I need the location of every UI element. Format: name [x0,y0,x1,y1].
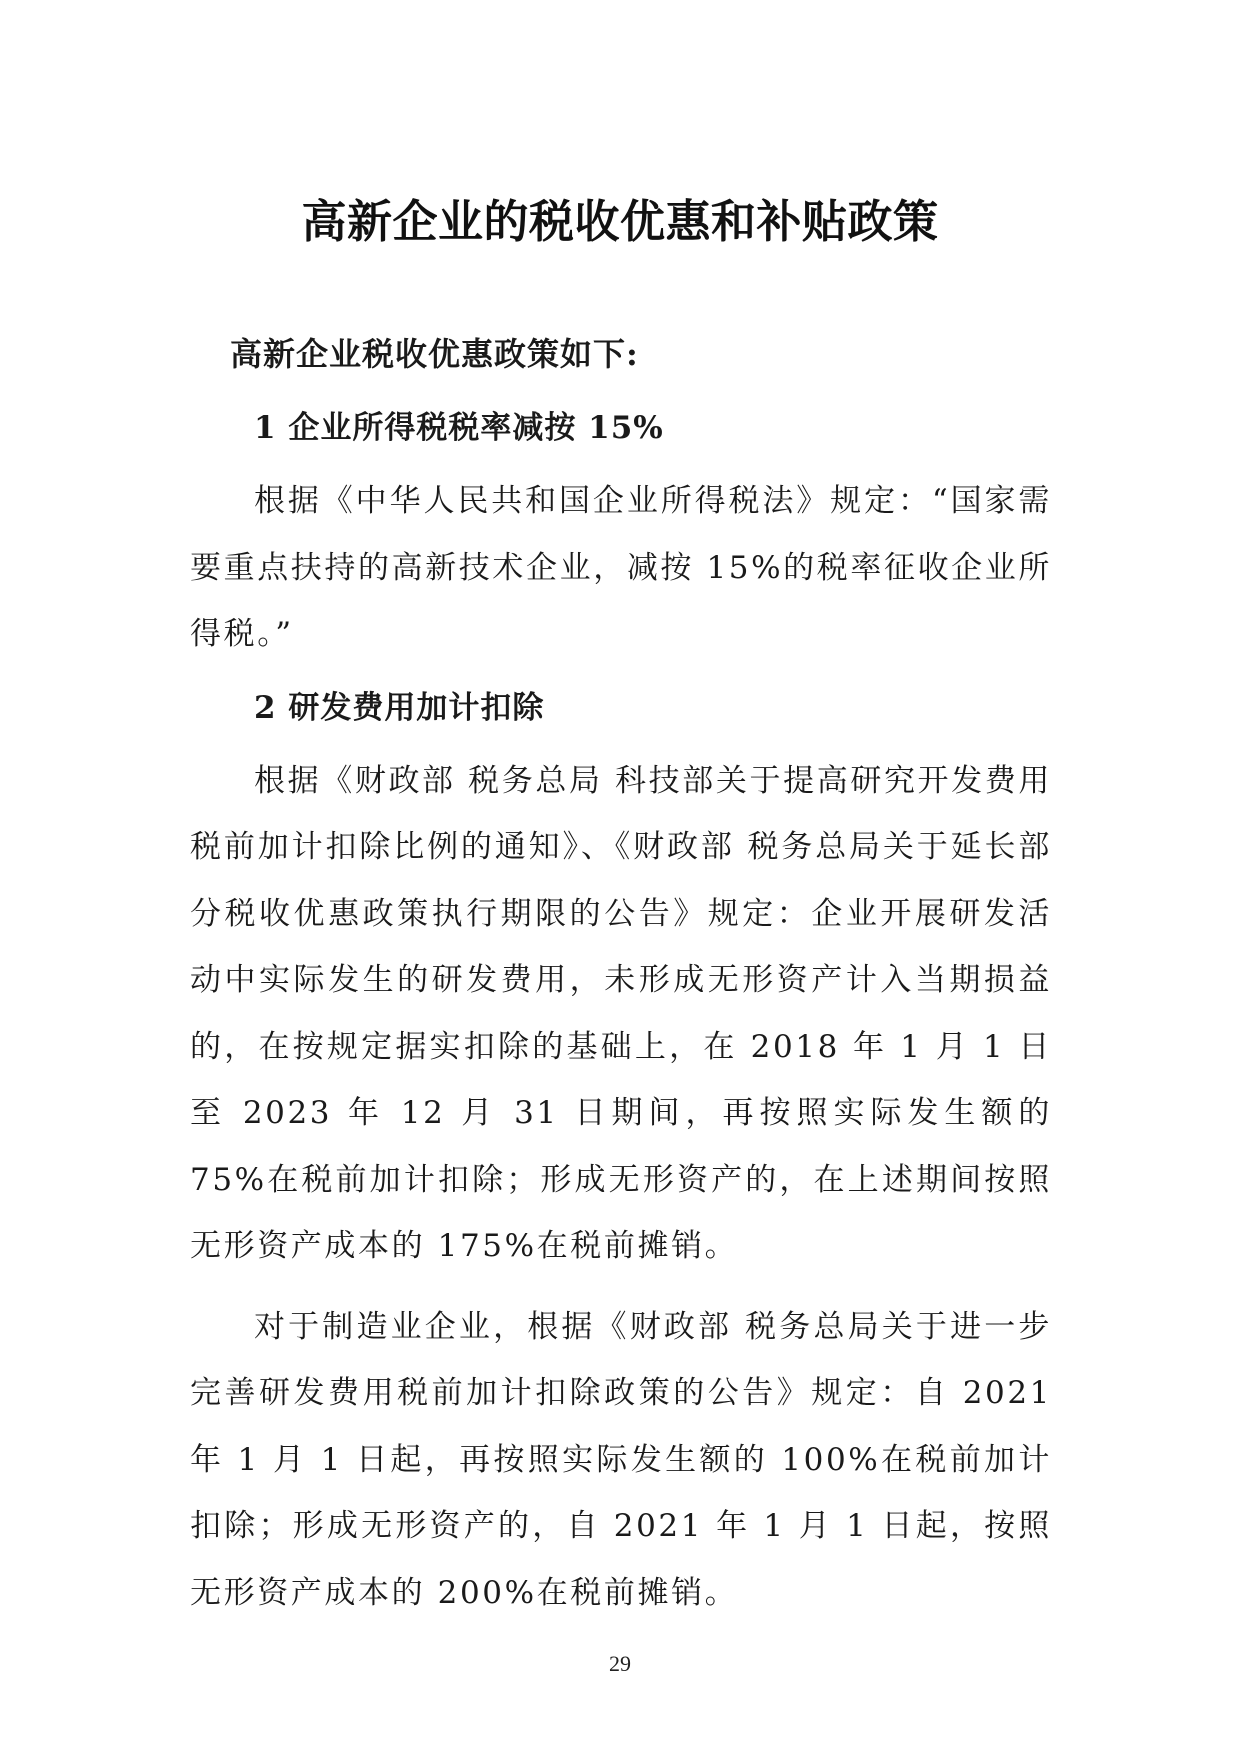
intro-line: 高新企业税收优惠政策如下: [230,335,639,373]
section-corporate-income-tax [190,402,1052,668]
section-rd-deduction [190,682,1052,1627]
section-heading: 2 研发费用加计扣除 [254,689,545,726]
document-body [190,332,1052,1640]
paragraph: 根据《中华人民共和国企业所得税法》规定：“国家需要重点扶持的高新技术企业，减按 15%的税率征收企业所得税。” [190,483,1052,652]
paragraph: 对于制造业企业，根据《财政部 税务总局关于进一步完善研发费用税前加计扣除政策的公告》规定：自 2021 年 1 月 1 日起，再按照实际发生额的 100%在税前加计扣除；形成无形资产的，自 2021 年 1 月 1 日起，按照无形资产成本的 200%在税前摊销。 [190,1308,1052,1611]
section-heading: 1 企业所得税税率减按 15% [254,410,664,446]
page-number: 29 [609,1651,631,1676]
page-title: 高新企业的税收优惠和补贴政策 [301,195,939,249]
paragraph: 根据《财政部 税务总局 科技部关于提高研究开发费用税前加计扣除比例的通知》、《财政部 税务总局关于延长部分税收优惠政策执行期限的公告》规定：企业开展研发活动中实际发生的研发费用，未形成无形资产计入当期损益的，在按规定据实扣除的基础上，在 2018 年 1 月 1 日至 2023 年 12 月 31 日期间，再按照实际发生额的 75%在税前加计扣除；形成无形资产的，在上述期间按照无形资产成本的 175%在税前摊销。 [190,762,1052,1264]
